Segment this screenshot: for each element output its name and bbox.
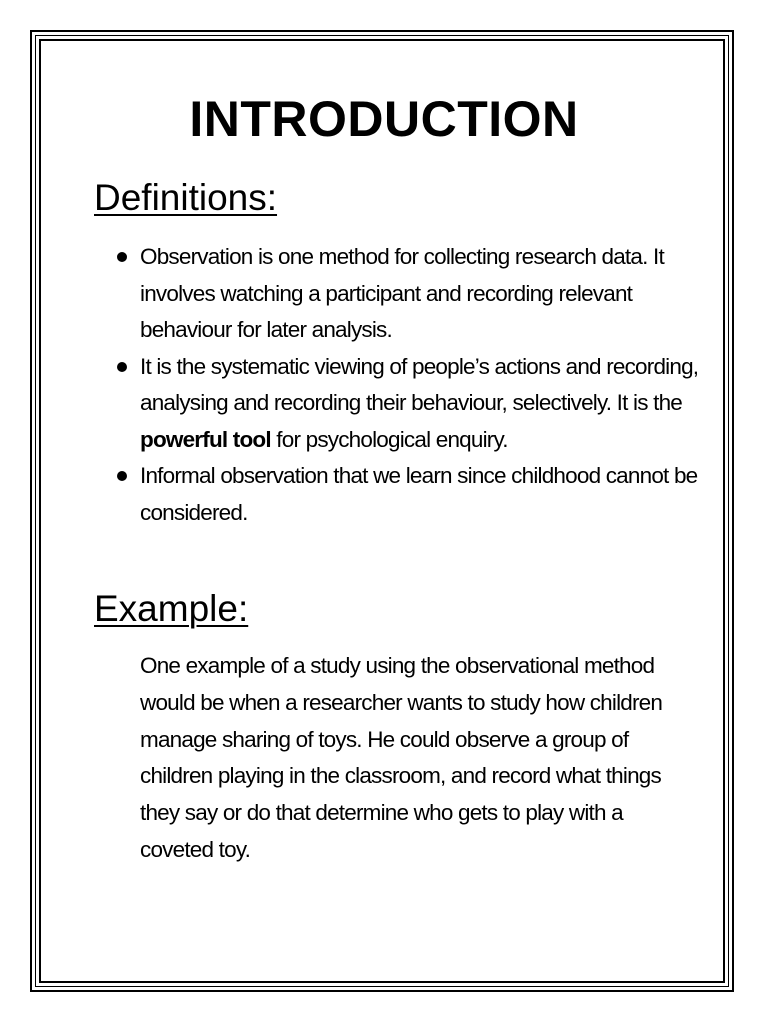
definition-text-after: for psychological enquiry.: [270, 426, 508, 452]
definition-item-systematic-viewing: [140, 349, 700, 459]
definition-text: Observation is one method for collecting research data. It involves watching a participant and recording relevant behaviour for later analysis.: [140, 244, 664, 342]
definition-item-informal-observation: [140, 458, 700, 531]
definition-text-before: It is the systematic viewing of people’s actions and recording, analysing and recording their behaviour, selectively. It is the: [140, 353, 699, 415]
definition-text: Informal observation that we learn since childhood cannot be considered.: [140, 463, 698, 525]
example-heading: Example:: [94, 588, 249, 629]
bullet-icon: [117, 471, 127, 481]
definitions-heading: Definitions:: [94, 177, 278, 218]
bullet-icon: [117, 252, 127, 262]
page-title: INTRODUCTION: [189, 91, 579, 147]
definitions-list: [140, 239, 700, 531]
definition-item-observation: [140, 239, 700, 349]
example-paragraph: One example of a study using the observational method would be when a researcher wants to study how children manage sharing of toys. He could observe a group of children playing in the classroom, and record what things they say or do that determine who gets to play with a coveted toy.: [140, 653, 663, 862]
definition-emphasis: powerful tool: [140, 426, 271, 452]
bullet-icon: [117, 362, 127, 372]
